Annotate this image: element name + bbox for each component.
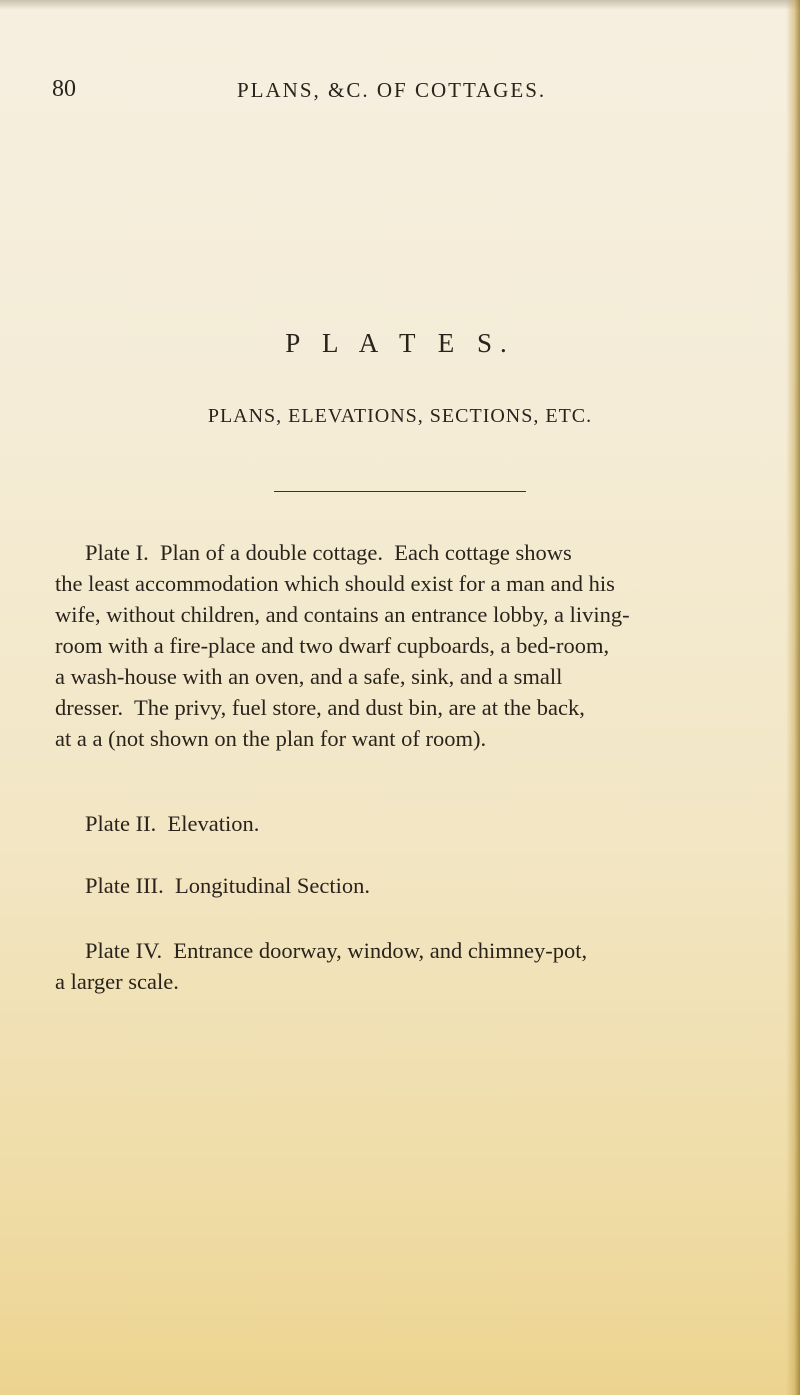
- plate-4-description: [55, 935, 755, 997]
- running-head-title: PLANS, &C. OF COTTAGES.: [237, 78, 547, 102]
- text-line: a larger scale.: [55, 969, 179, 994]
- page-number: 80: [52, 76, 76, 102]
- text-line: the least accommodation which should exist for a man and his: [55, 571, 615, 596]
- page-top-shadow: [0, 0, 800, 10]
- text-line: wife, without children, and contains an entrance lobby, a living-: [55, 602, 630, 627]
- text-line: Plate II. Elevation.: [85, 811, 260, 836]
- divider-rule: [274, 491, 526, 492]
- running-head: [52, 76, 752, 106]
- text-line: room with a fire-place and two dwarf cupboards, a bed-room,: [55, 633, 610, 658]
- text-line: Plate IV. Entrance doorway, window, and chimney-pot,: [85, 938, 588, 963]
- text-line: at a a (not shown on the plan for want of room).: [55, 726, 487, 751]
- text-line: dresser. The privy, fuel store, and dust bin, are at the back,: [55, 695, 585, 720]
- plate-3-description: [55, 870, 755, 901]
- plate-1-description: [55, 537, 755, 754]
- text-line: Plate I. Plan of a double cottage. Each cottage shows: [85, 540, 572, 565]
- text-line: a wash-house with an oven, and a safe, sink, and a small: [55, 664, 563, 689]
- section-title: P L A T E S.: [285, 328, 515, 358]
- plate-2-description: [55, 808, 755, 839]
- text-line: Plate III. Longitudinal Section.: [85, 873, 370, 898]
- page-right-edge: [786, 0, 800, 1395]
- section-subtitle: PLANS, ELEVATIONS, SECTIONS, ETC.: [207, 405, 593, 427]
